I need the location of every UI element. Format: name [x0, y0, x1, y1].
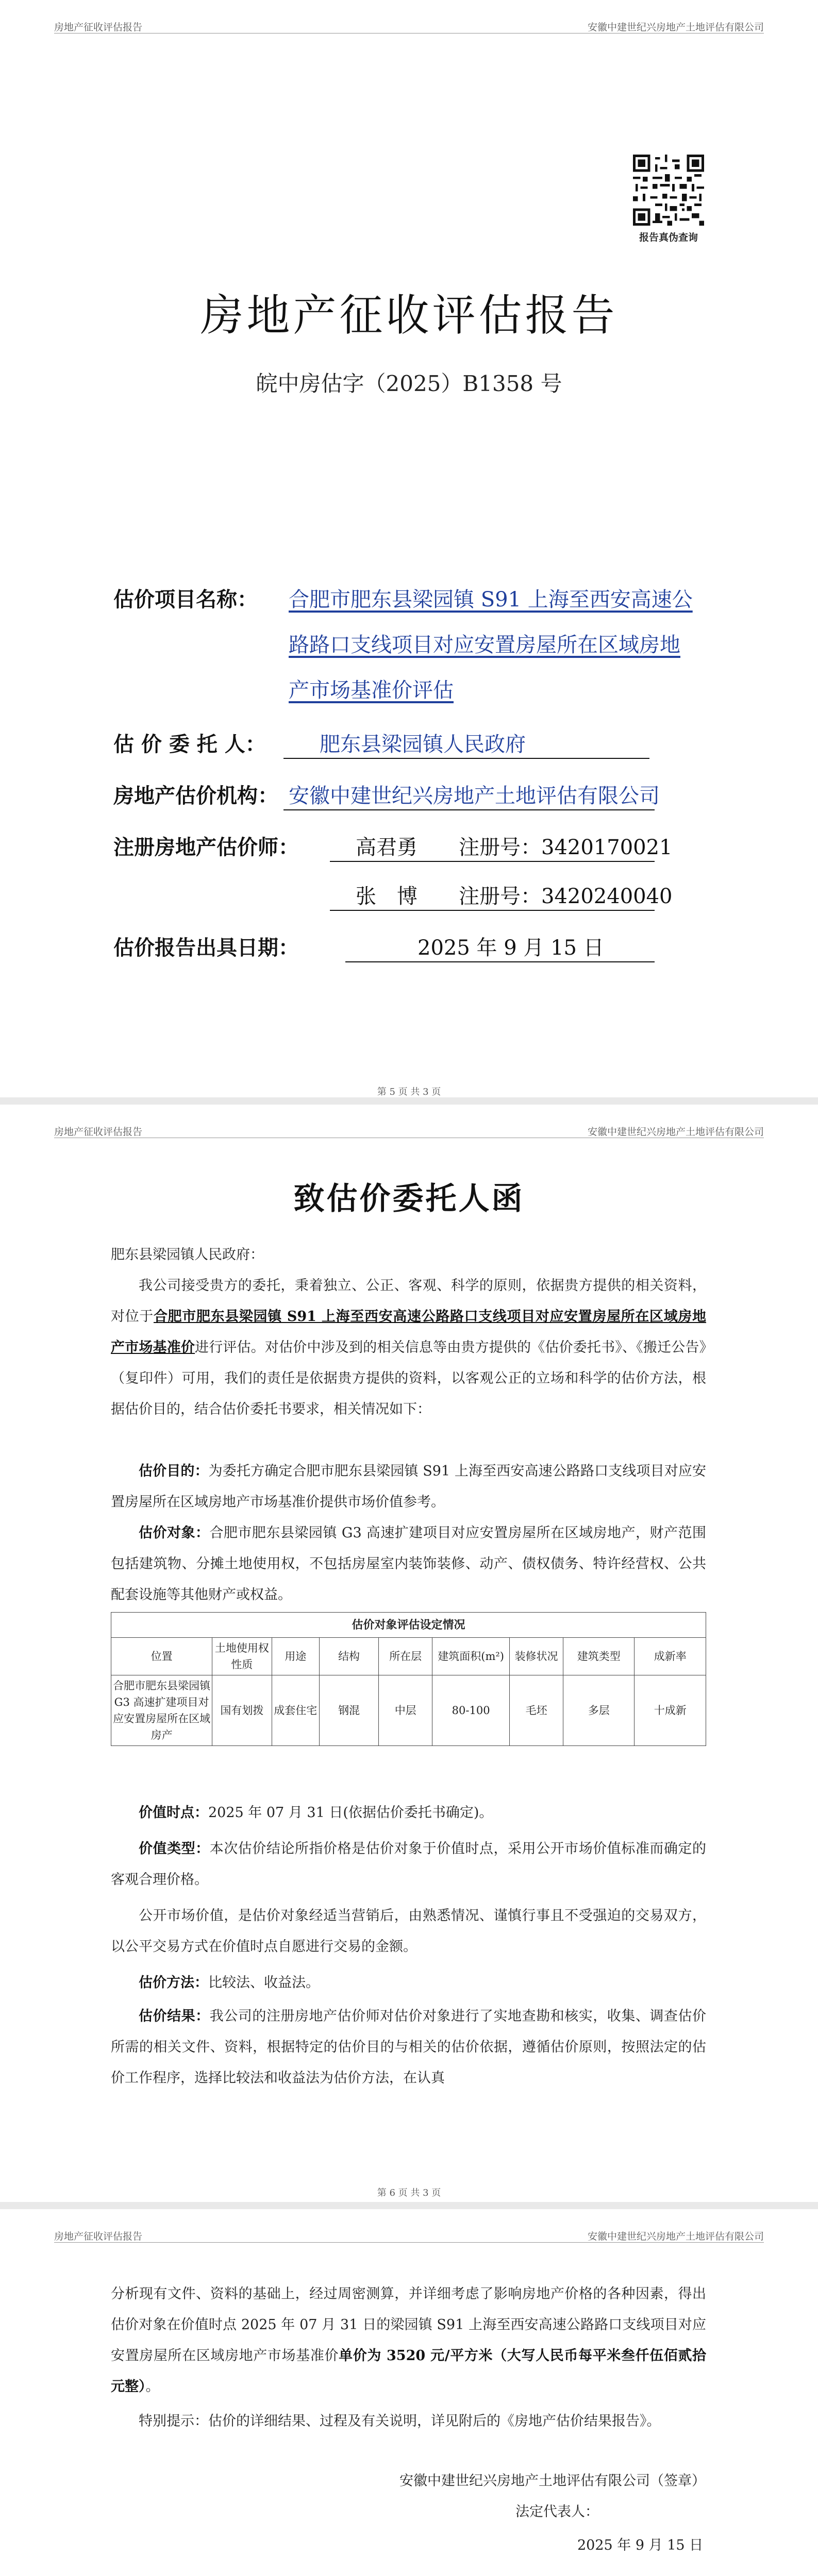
signature-date: 2025 年 9 月 15 日 [577, 2537, 704, 2553]
appraiser-row-2 [113, 876, 716, 917]
date-row [113, 927, 716, 969]
project-line-3: 产市场基准价评估 [289, 679, 454, 702]
th-decoration: 装修状况 [510, 1638, 563, 1675]
salutation: 肥东县梁园镇人民政府： [111, 1247, 264, 1263]
client-row [113, 724, 716, 765]
object-label: 估价对象： [139, 1525, 210, 1541]
appraiser-1-reg: 注册号：3420170021 [459, 836, 673, 859]
cover-page [0, 0, 818, 1097]
result-paragraph [111, 2001, 706, 2094]
scan-qr-tip [460, 2572, 707, 2576]
project-value [289, 577, 716, 713]
value-time-paragraph [111, 1798, 706, 1828]
appraiser-label: 注册房地产估价师： [113, 835, 299, 859]
project-line-1: 合肥市肥东县梁园镇 S91 上海至西安高速公 [289, 588, 693, 612]
client-value: 肥东县梁园镇人民政府 [320, 733, 526, 756]
header-left: 房地产征收评估报告 [54, 1126, 143, 1138]
signature-representative: 法定代表人： [515, 2504, 599, 2520]
report-number: 皖中房估字（2025）B1358 号 [256, 371, 562, 396]
header-left: 房地产征收评估报告 [54, 22, 143, 33]
td-usage: 成套住宅 [272, 1675, 319, 1746]
intro-project-bold: 合肥市肥东县梁园镇 S91 上海至西安高速公路路口支线项目对应安置房屋所在区域房地产市场基准价 [111, 1309, 707, 1355]
client-label: 估 价 委 托 人： [113, 732, 266, 756]
page-footer: 第 5 页 共 3 页 [377, 1087, 441, 1097]
appraiser-2-underline [330, 910, 655, 911]
intro-text-a: 我公司接受贵方的委托，秉着独立、公正、客观、科学的原则，依据贵方提供的相关资料，对位于 [111, 1278, 706, 1325]
th-land-right: 土地使用权性质 [212, 1638, 272, 1675]
td-newness: 十成新 [635, 1675, 706, 1746]
letter-title: 致估价委托人函 [293, 1181, 525, 1217]
result-price-bold: 单价为 3520 元/平方米（大写人民币每平米叁仟伍佰贰拾元整） [111, 2348, 706, 2395]
page-gap [0, 1097, 818, 1105]
method-label: 估价方法： [139, 1975, 208, 1991]
market-value-paragraph: 公开市场价值，是估价对象经适当营销后，由熟悉情况、谨慎行事且不受强迫的交易双方，以公平交易方式在价值时点自愿进行交易的金额。 [111, 1908, 706, 1955]
method-text: 比较法、收益法。 [208, 1975, 320, 1991]
value-type-paragraph [111, 1834, 706, 1895]
page-header [54, 2229, 764, 2243]
header-right: 安徽中建世纪兴房地产土地评估有限公司 [587, 22, 764, 33]
object-text: 合肥市肥东县梁园镇 G3 高速扩建项目对应安置房屋所在区域房地产，财产范围包括建筑物、分摊土地使用权，不包括房屋室内装饰装修、动产、债权债务、特许经营权、公共配套设施等其他财产或权益。 [111, 1525, 706, 1603]
result-end: 。 [145, 2379, 160, 2395]
value-time-label: 价值时点： [139, 1805, 208, 1821]
table-row [111, 1675, 706, 1746]
result-label: 估价结果： [139, 2008, 210, 2024]
result-text-2: 分析现有文件、资料的基础上，经过周密测算，并详细考虑了影响房地产价格的各种因素，得出估价对象在价值时点 2025 年 07 月 31 日的梁园镇 S91 上海至西安高速公路路口支线项目对应安置房屋所在区域房地产市场基准价 [111, 2286, 706, 2364]
td-location: 合肥市肥东县梁园镇 G3 高速扩建项目对应安置房屋所在区域房产 [111, 1675, 212, 1746]
th-floor: 所在层 [379, 1638, 432, 1675]
th-newness: 成新率 [635, 1638, 706, 1675]
th-structure: 结构 [319, 1638, 378, 1675]
project-line-2: 路路口支线项目对应安置房屋所在区域房地 [289, 633, 680, 657]
value-type-text: 本次估价结论所指价格是估价对象于价值时点，采用公开市场价值标准而确定的客观合理价格。 [111, 1841, 707, 1888]
project-label: 估价项目名称： [113, 587, 258, 612]
result-continued-paragraph [111, 2279, 706, 2402]
value-time-text: 2025 年 07 月 31 日(依据估价委托书确定)。 [208, 1805, 493, 1821]
page-gap [0, 2202, 818, 2209]
signature-company: 安徽中建世纪兴房地产土地评估有限公司（签章） [399, 2473, 706, 2489]
td-floor: 中层 [379, 1675, 432, 1746]
purpose-label: 估价目的： [139, 1463, 209, 1479]
purpose-paragraph [111, 1456, 706, 1518]
result-text-1: 我公司的注册房地产估价师对估价对象进行了实地查勘和核实，收集、调查估价所需的相关文件、资料，根据特定的估价目的与相关的估价依据，遵循估价原则，按照法定的估价工作程序，选择比较法和收益法为估价方法，在认真 [111, 2008, 707, 2086]
client-underline [283, 758, 649, 759]
th-building-type: 建筑类型 [563, 1638, 635, 1675]
agency-underline [283, 809, 655, 810]
date-value: 2025 年 9 月 15 日 [418, 936, 604, 960]
value-type-label: 价值类型： [139, 1841, 210, 1857]
td-building-type: 多层 [563, 1675, 635, 1746]
th-usage: 用途 [272, 1638, 319, 1675]
appraiser-row-1 [113, 827, 716, 868]
table-caption: 估价对象评估设定情况 [111, 1613, 706, 1638]
letter-page [0, 1105, 818, 2202]
td-land-right: 国有划拨 [212, 1675, 272, 1746]
letter-continued-page [0, 2209, 818, 2576]
agency-label: 房地产估价机构： [113, 784, 278, 808]
page-header [54, 20, 764, 33]
method-paragraph [111, 1968, 706, 1998]
qr-code-icon[interactable] [633, 155, 704, 226]
valuation-table [111, 1612, 706, 1746]
td-structure: 钢混 [319, 1675, 378, 1746]
appraiser-1-underline [330, 861, 655, 862]
header-right: 安徽中建世纪兴房地产土地评估有限公司 [587, 2231, 764, 2242]
object-paragraph [111, 1518, 706, 1611]
appraiser-1-name: 高君勇 [356, 836, 418, 859]
special-note: 特别提示：估价的详细结果、过程及有关说明，详见附后的《房地产估价结果报告》。 [139, 2413, 661, 2429]
date-underline [345, 961, 655, 962]
date-label: 估价报告出具日期： [113, 936, 299, 960]
th-area: 建筑面积(m²) [432, 1638, 510, 1675]
purpose-text: 为委托方确定合肥市肥东县梁园镇 S91 上海至西安高速公路路口支线项目对应安置房屋所在区域房地产市场基准价提供市场价值参考。 [111, 1463, 706, 1510]
intro-paragraph [111, 1270, 706, 1425]
intro-text-b: 进行评估。对估价中涉及到的相关信息等由贵方提供的《估价委托书》、《搬迁公告》（复印件）可用，我们的责任是依据贵方提供的资料，以客观公正的立场和科学的估价方法，根据估价目的，结合估价委托书要求，相关情况如下： [111, 1340, 706, 1417]
appraiser-2-reg: 注册号：3420240040 [459, 885, 673, 908]
table-header-row [111, 1638, 706, 1675]
page-header [54, 1124, 764, 1138]
header-right: 安徽中建世纪兴房地产土地评估有限公司 [587, 1126, 764, 1138]
td-area: 80-100 [432, 1675, 510, 1746]
report-title: 房地产征收评估报告 [200, 290, 618, 341]
agency-row [113, 775, 716, 817]
project-name-row [113, 577, 716, 716]
td-decoration: 毛坯 [510, 1675, 563, 1746]
qr-caption: 报告真伪查询 [639, 232, 698, 243]
page-footer: 第 6 页 共 3 页 [377, 2188, 441, 2198]
header-left: 房地产征收评估报告 [54, 2231, 143, 2242]
appraiser-2-name: 张 博 [356, 885, 418, 908]
th-location: 位置 [111, 1638, 212, 1675]
agency-value: 安徽中建世纪兴房地产土地评估有限公司 [289, 784, 660, 808]
